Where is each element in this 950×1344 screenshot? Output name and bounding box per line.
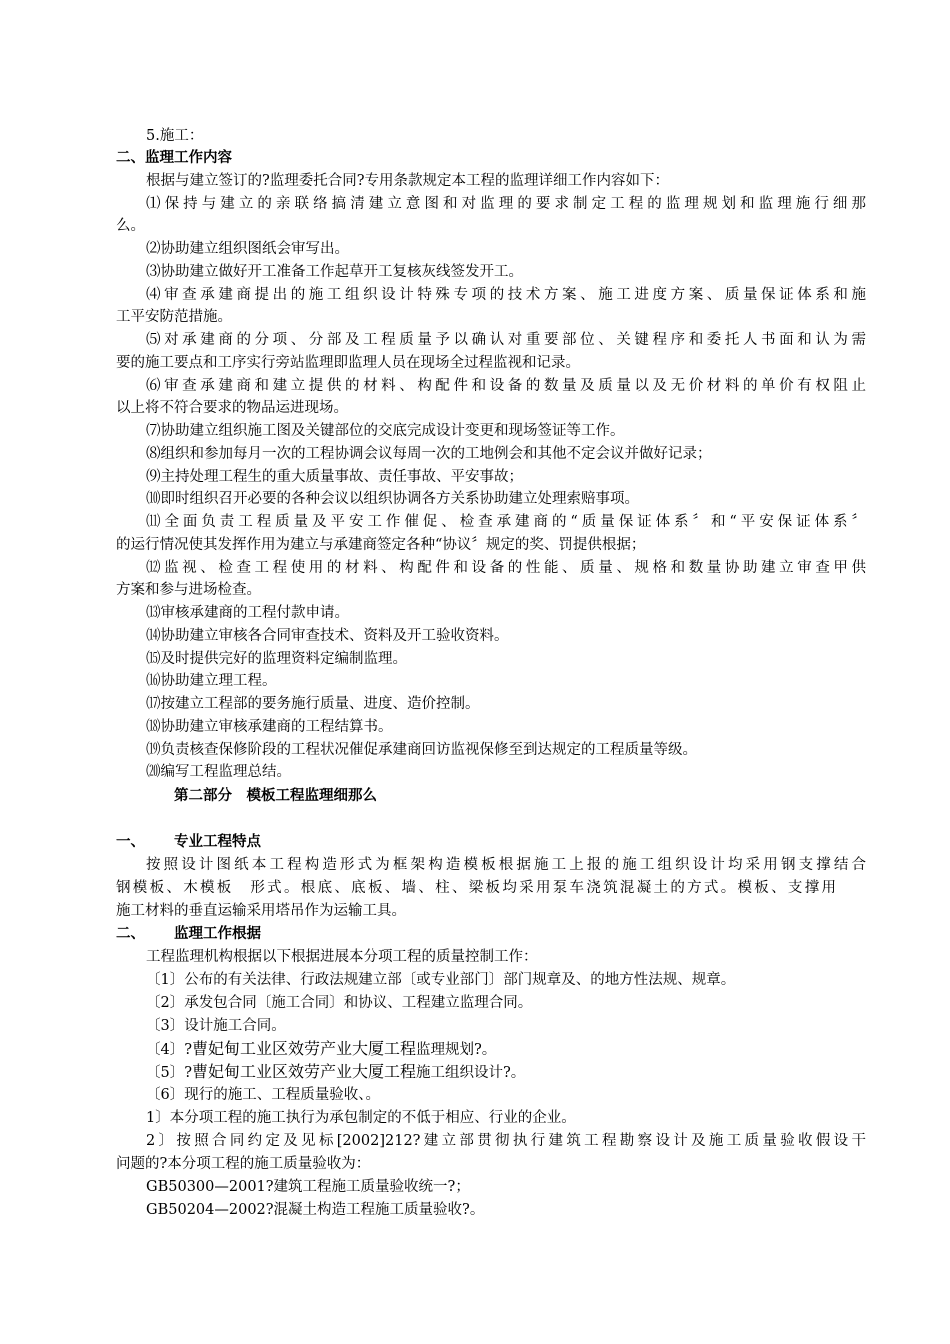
text-line: ⒃协助建立理工程。	[146, 673, 277, 689]
text-line: 1〕本分项工程的施工执行为承包制定的不低于相应、行业的企业。	[146, 1110, 576, 1126]
text-line: 〔2〕承发包合同〔施工合同〕和协议、工程建立监理合同。	[146, 995, 533, 1011]
text-span: 〔5〕?	[146, 1065, 192, 1081]
text-line	[146, 1039, 496, 1060]
text-line: 要的施工要点和工序实行旁站监理即监理人员在现场全过程监视和记录。	[116, 355, 580, 371]
text-line: 〔6〕现行的施工、工程质量验收、。	[146, 1087, 380, 1103]
text-line: ⑵协助建立组织图纸会审写出。	[146, 241, 349, 257]
text-line: ⒅协助建立审核承建商的工程结算书。	[146, 719, 393, 735]
section-heading: 专业工程特点	[174, 834, 261, 850]
text-line: 以上将不符合要求的物品运进现场。	[116, 400, 348, 416]
text-line: ⑹审查承建商和建立提供的材料、构配件和设备的数量及质量以及无价材料的单价有权阻止	[146, 378, 866, 394]
text-line: ⑿监视、检查工程使用的材料、构配件和设备的性能、质量、规格和数量协助建立审查甲供	[146, 560, 866, 576]
text-line: 5.施工：	[146, 128, 204, 144]
text-line: 根据与建立签订的?监理委托合同?专用条款规定本工程的监理详细工作内容如下：	[146, 173, 670, 189]
text-line: ⑷审查承建商提出的施工组织设计特殊专项的技术方案、施工进度方案、质量保证体系和施	[146, 287, 866, 303]
section-number: 二、	[116, 926, 145, 942]
text-line: 工平安防范措施。	[116, 309, 232, 325]
text-line: 问题的?本分项工程的施工质量验收为：	[116, 1156, 371, 1172]
text-line: GB50300—2001?建筑工程施工质量验收统一?；	[146, 1179, 470, 1195]
section-heading: 二、监理工作内容	[116, 150, 232, 166]
text-line: ⑸对承建商的分项、分部及工程质量予以确认对重要部位、关键程序和委托人书面和认为需	[146, 332, 866, 348]
text-line	[146, 1062, 525, 1083]
text-line: 〔1〕公布的有关法律、行政法规建立部〔或专业部门〕部门规章及、的地方性法规、规章。	[146, 972, 736, 988]
text-span: 〔4〕?	[146, 1042, 192, 1058]
text-line: ⑼主持处理工程生的重大质量事故、责任事故、平安事故；	[146, 469, 523, 485]
text-line: 么。	[116, 218, 145, 234]
text-line: ⑻组织和参加每月一次的工程协调会议每周一次的工地例会和其他不定会议并做好记录；	[146, 446, 712, 462]
text-line: 钢模板、木模板 形式。根底、底板、墙、柱、梁板均采用泵车浇筑混凝土的方式。模板、支撑用	[116, 880, 836, 896]
project-name: 曹妃甸工业区效劳产业大厦工程	[192, 1062, 417, 1081]
text-line: ⑽即时组织召开必要的各种会议以组织协调各方关系协助建立处理索赔事项。	[146, 491, 639, 507]
text-line: 方案和参与进场检查。	[116, 582, 261, 598]
text-span: 监理规划?。	[416, 1042, 497, 1058]
text-line: GB50204—2002?混凝土构造工程施工质量验收?。	[146, 1202, 485, 1218]
text-line: ⑶协助建立做好开工准备工作起草开工复核灰线签发开工。	[146, 264, 523, 280]
text-line: 〔3〕设计施工合同。	[146, 1018, 286, 1034]
text-line: ⑺协助建立组织施工图及关键部位的交底完成设计变更和现场签证等工作。	[146, 423, 625, 439]
text-line: ⒆负责核查保修阶段的工程状况催促承建商回访监视保修至到达规定的工程质量等级。	[146, 742, 697, 758]
section-number: 一、	[116, 834, 145, 850]
project-name: 曹妃甸工业区效劳产业大厦工程	[192, 1039, 417, 1058]
text-line: ⒄按建立工程部的要务施行质量、进度、造价控制。	[146, 696, 480, 712]
text-line: 的运行情况使其发挥作用为建立与承建商签定各种“协议〞规定的奖、罚提供根据；	[116, 537, 646, 553]
text-line: 2〕按照合同约定及见标[2002]212?建立部贯彻执行建筑工程勘察设计及施工质量验收假设干	[146, 1133, 866, 1149]
part-heading: 第二部分 模板工程监理细那么	[174, 788, 377, 804]
text-line: 按照设计图纸本工程构造形式为框架构造模板根据施工上报的施工组织设计均采用钢支撑结合	[146, 857, 866, 873]
text-line: ⑾全面负责工程质量及平安工作催促、检查承建商的“质量保证体系〞和“平安保证体系〞	[146, 514, 866, 530]
text-line: ⒁协助建立审核各合同审查技术、资料及开工验收资料。	[146, 628, 509, 644]
text-line: ⒀审核承建商的工程付款申请。	[146, 605, 349, 621]
text-line: 施工材料的垂直运输采用塔吊作为运输工具。	[116, 903, 406, 919]
section-heading: 监理工作根据	[174, 926, 261, 942]
text-line: ⒂及时提供完好的监理资料定编制监理。	[146, 651, 407, 667]
text-line: ⑴保持与建立的亲联络搞清建立意图和对监理的要求制定工程的监理规划和监理施行细那	[146, 196, 866, 212]
text-line: 工程监理机构根据以下根据进展本分项工程的质量控制工作：	[146, 949, 538, 965]
text-line: ⒇编写工程监理总结。	[146, 764, 291, 780]
text-span: 施工组织设计?。	[416, 1065, 526, 1081]
